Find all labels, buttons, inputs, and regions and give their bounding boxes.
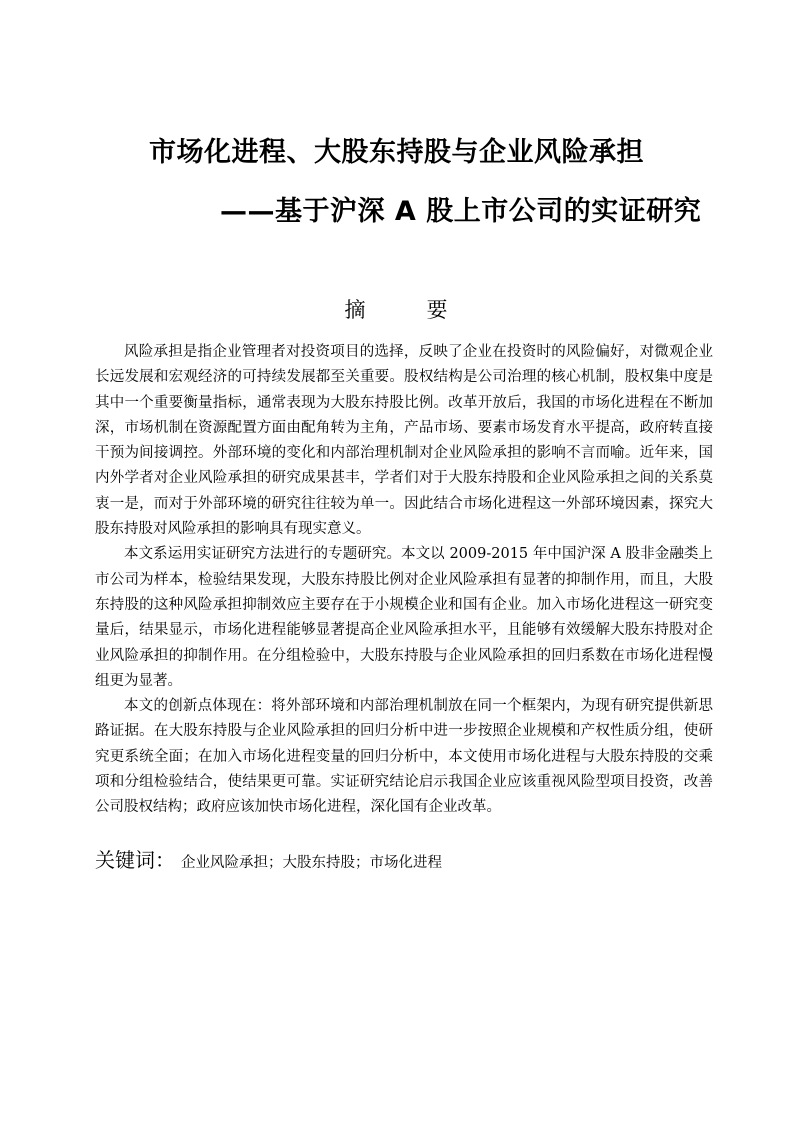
keywords-line <box>95 845 713 878</box>
abstract-body <box>95 340 713 821</box>
abstract-paragraph-3: 本文的创新点体现在：将外部环境和内部治理机制放在同一个框架内，为现有研究提供新思路证据。在大股东持股与企业风险承担的回归分析中进一步按照企业规模和产权性质分组，使研究更系统全面；在加入市场化进程变量的回归分析中，本文使用市场化进程与大股东持股的交乘项和分组检验结合，使结果更可靠。实证研究结论启示我国企业应该重视风险型项目投资，改善公司股权结构；政府应该加快市场化进程，深化国有企业改革。 <box>95 698 713 816</box>
abstract-paragraph-1: 风险承担是指企业管理者对投资项目的选择，反映了企业在投资时的风险偏好，对微观企业长远发展和宏观经济的可持续发展都至关重要。股权结构是公司治理的核心机制，股权集中度是其中一个重要衡量指标，通常表现为大股东持股比例。改革开放后，我国的市场化进程在不断加深，市场机制在资源配置方面由配角转为主角，产品市场、要素市场发育水平提高，政府转直接干预为间接调控。外部环境的变化和内部治理机制对企业风险承担的影响不言而喻。近年来，国内外学者对企业风险承担的研究成果甚丰，学者们对于大股东持股和企业风险承担之间的关系莫衷一是，而对于外部环境的研究往往较为单一。因此结合市场化进程这一外部环境因素，探究大股东持股对风险承担的影响具有现实意义。 <box>95 344 713 538</box>
keywords-text: 企业风险承担；大股东持股；市场化进程 <box>181 855 442 871</box>
abstract-heading-char-1: 摘 <box>344 298 367 322</box>
paper-title: 市场化进程、大股东持股与企业风险承担 <box>149 137 644 168</box>
abstract-heading <box>0 296 793 324</box>
abstract-heading-char-2: 要 <box>426 298 449 322</box>
abstract-paragraph-2: 本文系运用实证研究方法进行的专题研究。本文以 2009-2015 年中国沪深 A 股非金融类上市公司为样本，检验结果发现，大股东持股比例对企业风险承担有显著的抑制作用，而且，大股东持股的这种风险承担抑制效应主要存在于小规模企业和国有企业。加入市场化进程这一研究变量后，结果显示，市场化进程能够显著提高企业风险承担水平，且能够有效缓解大股东持股对企业风险承担的抑制作用。在分组检验中，大股东持股与企业风险承担的回归系数在市场化进程慢组更为显著。 <box>95 546 713 689</box>
paper-subtitle: ——基于沪深 A 股上市公司的实证研究 <box>220 196 702 227</box>
keywords-label: 关键词： <box>95 848 175 872</box>
